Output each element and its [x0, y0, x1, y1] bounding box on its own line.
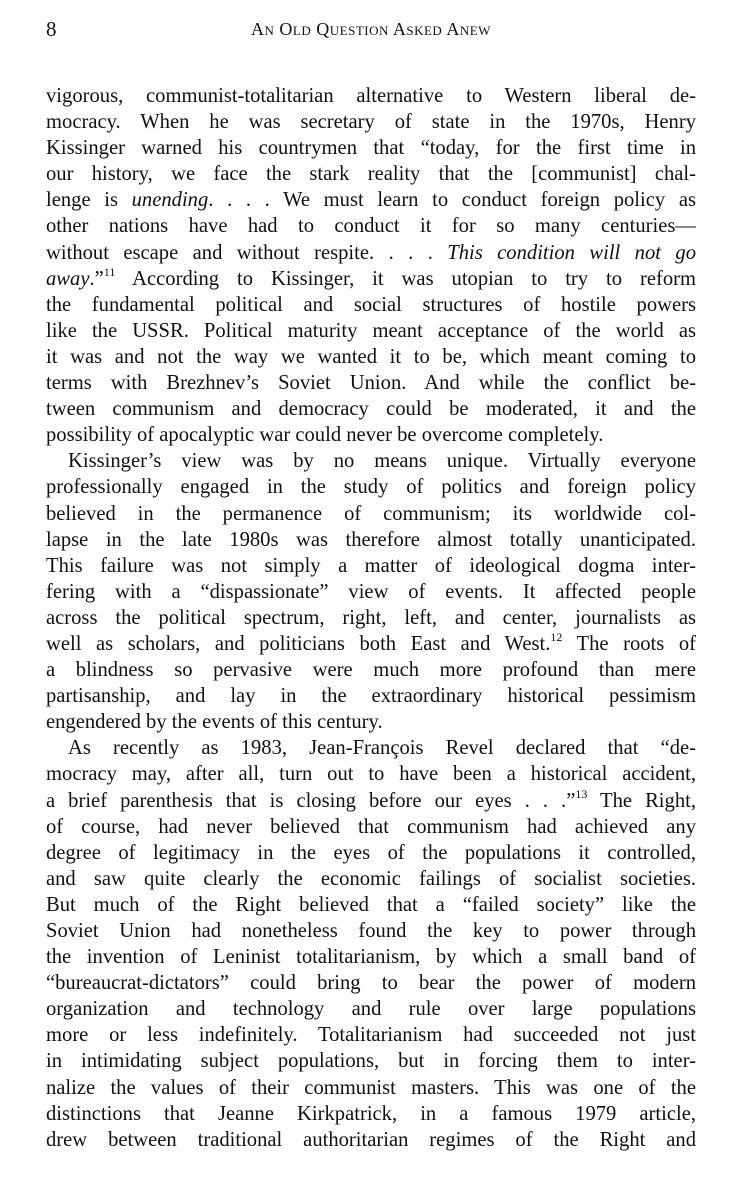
text-run: a blindness so pervasive were much more profound than mere — [46, 659, 696, 682]
text-run: the fundamental political and social structures of hostile powers — [46, 293, 696, 316]
italic-run: This condition will not go — [447, 241, 696, 264]
text-line — [46, 109, 696, 135]
text-run: But much of the Right believed that a “failed society” like the — [46, 893, 696, 916]
text-run: This failure was not simply a matter of ideological dogma inter- — [46, 554, 696, 577]
text-run: The Right, — [587, 789, 696, 812]
page-number: 8 — [46, 17, 57, 41]
text-run: degree of legitimacy in the eyes of the populations it controlled, — [46, 841, 696, 864]
text-line — [46, 501, 696, 527]
text-line — [46, 344, 696, 370]
text-line — [46, 814, 696, 840]
text-run: lapse in the late 1980s was therefore almost totally unanticipated. — [46, 528, 696, 551]
text-line — [46, 240, 696, 266]
text-run: the invention of Leninist totalitarianism, by which a small band of — [46, 946, 696, 969]
text-line — [46, 631, 696, 657]
running-title: An Old Question Asked Anew — [251, 19, 491, 39]
text-run: professionally engaged in the study of politics and foreign policy — [46, 476, 696, 499]
text-line — [46, 527, 696, 553]
text-run: tween communism and democracy could be moderated, it and the — [46, 398, 696, 421]
text-line — [46, 318, 696, 344]
text-line — [46, 709, 696, 735]
text-line — [46, 683, 696, 709]
text-run: “bureaucrat-dictators” could bring to bear the power of modern — [46, 972, 696, 995]
text-run: Kissinger’s view was by no means unique. Virtually everyone — [68, 450, 696, 473]
text-run: mocracy may, after all, turn out to have been a historical accident, — [46, 763, 696, 786]
text-run: possibility of apocalyptic war could never be overcome completely. — [46, 424, 604, 447]
text-line — [46, 1127, 696, 1153]
text-run: distinctions that Jeanne Kirkpatrick, in a famous 1979 article, — [46, 1102, 696, 1125]
text-line — [46, 135, 696, 161]
italic-run: unending — [131, 189, 209, 212]
text-run: without escape and without respite. . . . — [46, 241, 448, 264]
text-line — [46, 370, 696, 396]
text-line — [46, 1075, 696, 1101]
text-line — [46, 944, 696, 970]
text-line — [46, 1022, 696, 1048]
text-run: vigorous, communist-totalitarian alternative to Western liberal de- — [46, 85, 696, 107]
text-line — [46, 579, 696, 605]
text-run: lenge is — [46, 189, 132, 212]
text-run: more or less indefinitely. Totalitarianism had succeeded not just — [46, 1024, 696, 1047]
text-line — [46, 996, 696, 1022]
footnote-ref: 12 — [550, 630, 563, 644]
body-text — [46, 83, 696, 1153]
text-line — [46, 1101, 696, 1127]
text-run: of course, had never believed that communism had achieved any — [46, 815, 696, 838]
text-line — [46, 892, 696, 918]
text-run: Soviet Union had nonetheless found the key to power through — [46, 920, 696, 942]
text-run: organization and technology and rule over large populations — [46, 998, 696, 1021]
footnote-ref: 13 — [575, 787, 588, 801]
text-run: other nations have had to conduct it for so many centuries— — [46, 215, 696, 238]
text-line — [46, 918, 696, 944]
text-line — [46, 213, 696, 239]
text-run: in intimidating subject populations, but in forcing them to inter- — [46, 1050, 696, 1073]
text-line — [46, 448, 696, 474]
text-run: fering with a “dispassionate” view of events. It affected people — [46, 580, 696, 603]
text-line — [46, 840, 696, 866]
text-line — [46, 266, 696, 292]
text-run: . . . . We must learn to conduct foreign policy as — [208, 189, 696, 212]
text-line — [46, 970, 696, 996]
text-line — [46, 735, 696, 761]
text-line — [46, 1048, 696, 1074]
text-run: and saw quite clearly the economic failings of socialist societies. — [46, 867, 696, 890]
text-line — [46, 161, 696, 187]
text-line — [46, 553, 696, 579]
text-run: terms with Brezhnev’s Soviet Union. And while the conflict be- — [46, 372, 696, 395]
text-run: nalize the values of their communist masters. This was one of the — [46, 1076, 696, 1099]
text-line — [46, 396, 696, 422]
text-run: Kissinger warned his countrymen that “today, for the first time in — [46, 137, 696, 160]
text-run: .” — [89, 267, 104, 290]
text-line — [46, 761, 696, 787]
footnote-ref: 11 — [103, 265, 116, 279]
text-line — [46, 83, 696, 109]
text-line — [46, 605, 696, 631]
text-line — [46, 422, 696, 448]
text-line — [46, 292, 696, 318]
text-run: drew between traditional authoritarian regimes of the Right and — [46, 1128, 696, 1151]
text-line — [46, 866, 696, 892]
text-run: According to Kissinger, it was utopian to try to reform — [115, 267, 696, 290]
text-run: mocracy. When he was secretary of state in the 1970s, Henry — [46, 111, 696, 134]
text-run: across the political spectrum, right, left, and center, journalists as — [46, 606, 696, 629]
text-run: well as scholars, and politicians both East and West. — [46, 632, 551, 655]
text-line — [46, 187, 696, 213]
text-line — [46, 657, 696, 683]
text-run: a brief parenthesis that is closing before our eyes . . .” — [46, 789, 576, 812]
text-run: partisanship, and lay in the extraordinary historical pessimism — [46, 685, 696, 708]
text-run: like the USSR. Political maturity meant acceptance of the world as — [46, 319, 696, 342]
text-run: The roots of — [562, 632, 696, 655]
text-line — [46, 474, 696, 500]
text-run: engendered by the events of this century. — [46, 711, 383, 734]
text-run: our history, we face the stark reality that the [communist] chal- — [46, 163, 696, 186]
text-run: believed in the permanence of communism; its worldwide col- — [46, 502, 696, 525]
text-run: As recently as 1983, Jean-François Revel declared that “de- — [68, 737, 696, 760]
text-run: it was and not the way we wanted it to be, which meant coming to — [46, 345, 696, 368]
running-head — [46, 14, 696, 44]
italic-run: away — [46, 267, 90, 290]
text-line — [46, 788, 696, 814]
